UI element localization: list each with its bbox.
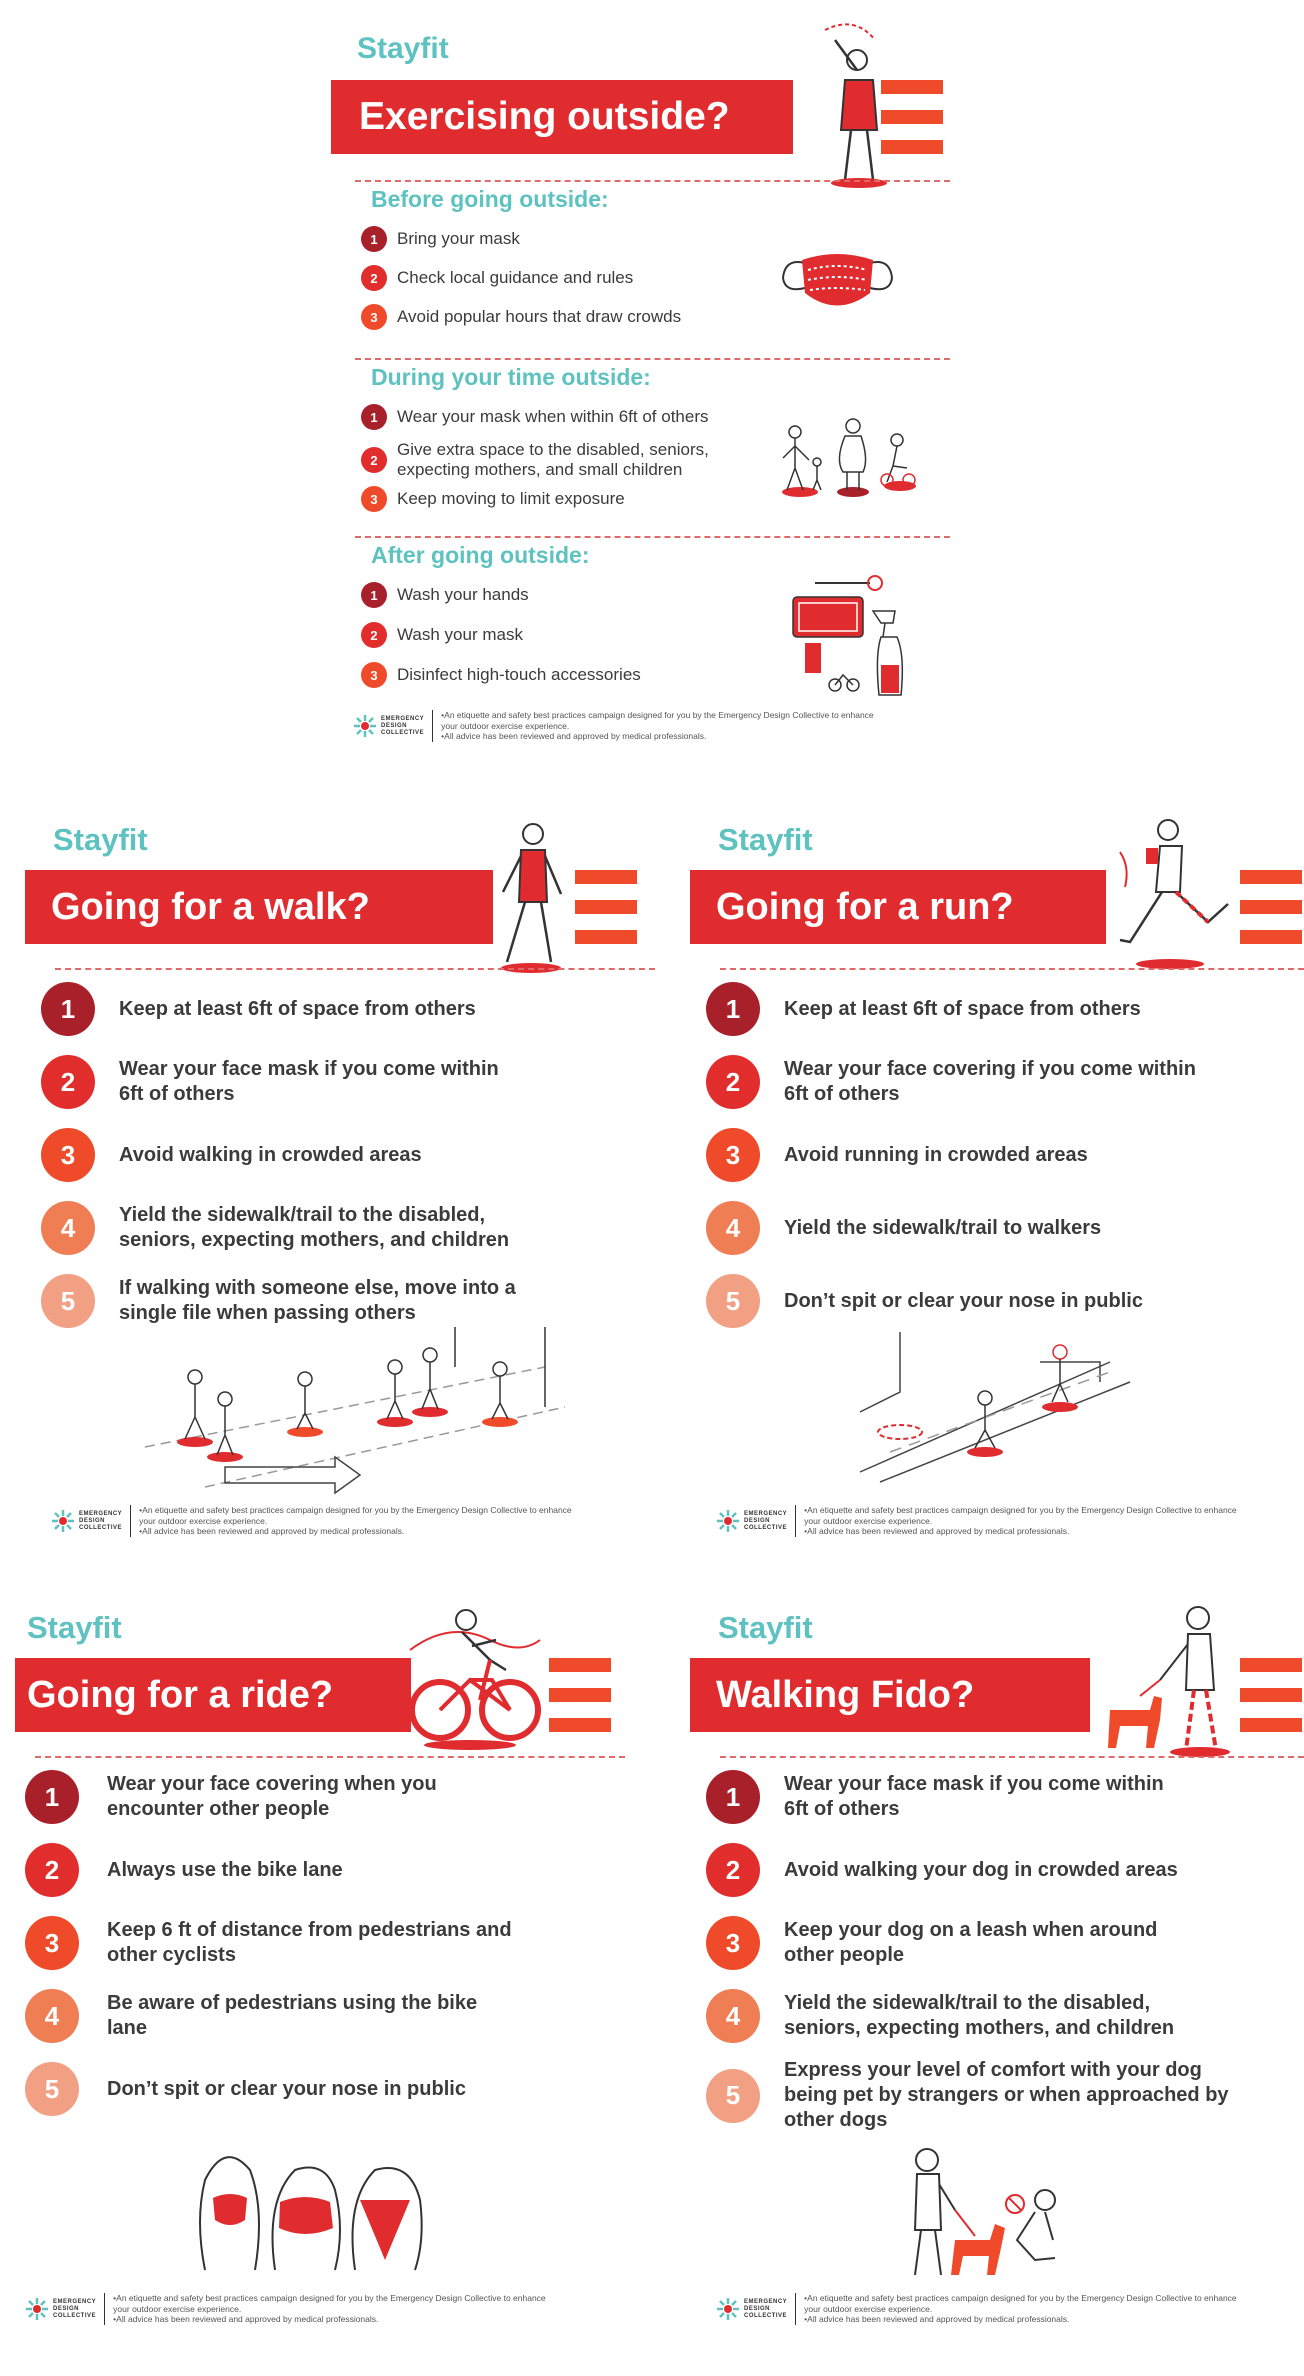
section-title-during: During your time outside: xyxy=(371,364,651,390)
edc-logo-icon xyxy=(716,1509,740,1533)
runner-illustration xyxy=(1110,812,1240,982)
edc-logo-icon xyxy=(353,714,377,738)
section-title-after: After going outside: xyxy=(371,542,590,568)
step-number: 1 xyxy=(25,1770,79,1824)
dog-petting-illustration xyxy=(895,2140,1075,2280)
step-number: 2 xyxy=(25,1843,79,1897)
stretching-woman-illustration xyxy=(795,20,905,190)
list-item xyxy=(706,1916,1204,1970)
item-text: Disinfect high-touch accessories xyxy=(397,665,641,684)
divider xyxy=(720,1756,1304,1758)
face-coverings-illustration xyxy=(195,2140,425,2270)
footer-divider xyxy=(795,2293,796,2325)
poster-title: Exercising outside? xyxy=(331,80,793,154)
footer xyxy=(716,1505,1249,1537)
step-number: 3 xyxy=(706,1128,760,1182)
step-number: 5 xyxy=(706,2069,760,2123)
footer-divider xyxy=(130,1505,131,1537)
item-text: Always use the bike lane xyxy=(107,1858,343,1881)
list-item xyxy=(41,982,579,1036)
item-text: Avoid walking in crowded areas xyxy=(119,1143,422,1166)
edc-logo-text: EMERGENCY DESIGN COLLECTIVE xyxy=(744,2298,788,2319)
list-item xyxy=(706,1274,1244,1328)
list-item xyxy=(25,1843,527,1897)
step-number: 4 xyxy=(706,1989,760,2043)
edc-logo-icon xyxy=(25,2297,49,2321)
item-text: Check local guidance and rules xyxy=(397,268,634,287)
step-number: 5 xyxy=(25,2062,79,2116)
item-text: Wear your face covering when you encounter other people xyxy=(107,1773,437,1820)
footer-divider xyxy=(795,1505,796,1537)
list-item xyxy=(706,1055,1204,1109)
list-item xyxy=(361,622,523,648)
step-number: 2 xyxy=(706,1055,760,1109)
poster-walking-fido xyxy=(680,1600,1304,2335)
footer-divider xyxy=(104,2293,105,2325)
edc-logo-text: EMERGENCY DESIGN COLLECTIVE xyxy=(79,1510,123,1531)
item-text: Bring your mask xyxy=(397,229,520,248)
list-item xyxy=(361,662,641,688)
footer xyxy=(716,2293,1249,2325)
step-number: 2 xyxy=(361,265,387,291)
step-number: 1 xyxy=(361,404,387,430)
step-number: 1 xyxy=(361,582,387,608)
step-number: 3 xyxy=(25,1916,79,1970)
item-text: Don’t spit or clear your nose in public xyxy=(107,2077,466,2100)
list-item xyxy=(361,440,737,480)
step-number: 2 xyxy=(41,1055,95,1109)
edc-logo-text: EMERGENCY DESIGN COLLECTIVE xyxy=(53,2298,97,2319)
list-item xyxy=(25,1916,527,1970)
step-number: 1 xyxy=(706,1770,760,1824)
accessories-illustration xyxy=(785,575,915,705)
step-number: 5 xyxy=(706,1274,760,1328)
list-item xyxy=(361,265,633,291)
list-item xyxy=(361,404,709,430)
list-item xyxy=(706,1989,1224,2043)
walkers-path-illustration xyxy=(145,1327,565,1487)
footer-notes: •An etiquette and safety best practices campaign designed for you by the Emergency Design Collective to enhance your outdoor exercise experience. •All advice has been reviewed and approved by medical professionals. xyxy=(804,2293,1237,2325)
item-text: Keep at least 6ft of space from others xyxy=(119,997,476,1020)
brand-label: Stayfit xyxy=(718,1610,813,1645)
item-text: Don’t spit or clear your nose in public xyxy=(784,1289,1143,1312)
step-number: 1 xyxy=(41,982,95,1036)
step-number: 2 xyxy=(706,1843,760,1897)
poster-walk xyxy=(15,812,655,1547)
list-item xyxy=(25,2062,547,2116)
step-number: 3 xyxy=(706,1916,760,1970)
step-number: 3 xyxy=(41,1128,95,1182)
list-item xyxy=(361,582,529,608)
stripes-decoration xyxy=(1240,870,1302,944)
dog-walker-illustration xyxy=(1090,1600,1240,1760)
divider xyxy=(720,968,1304,970)
divider xyxy=(35,1756,625,1758)
item-text: Wash your mask xyxy=(397,625,523,644)
step-number: 2 xyxy=(361,447,387,473)
list-item xyxy=(41,1055,519,1109)
item-text: Wear your face mask if you come within 6ft of others xyxy=(784,1773,1164,1820)
list-item xyxy=(41,1128,579,1182)
item-text: Avoid running in crowded areas xyxy=(784,1143,1088,1166)
list-item xyxy=(706,1843,1264,1897)
item-text: Wear your face covering if you come within 6ft of others xyxy=(784,1058,1196,1105)
item-text: Be aware of pedestrians using the bike lane xyxy=(107,1992,478,2039)
divider xyxy=(355,536,950,538)
list-item xyxy=(41,1201,559,1255)
item-text: Keep your dog on a leash when around other people xyxy=(784,1919,1158,1966)
footer xyxy=(353,710,881,742)
edc-logo-text: EMERGENCY DESIGN COLLECTIVE xyxy=(381,715,425,736)
poster-title: Going for a walk? xyxy=(25,870,493,944)
item-text: Yield the sidewalk/trail to the disabled, seniors, expecting mothers, and children xyxy=(784,1992,1175,2039)
runner-sidewalk-illustration xyxy=(860,1332,1130,1482)
list-item xyxy=(25,1989,507,2043)
divider xyxy=(355,358,950,360)
step-number: 1 xyxy=(361,226,387,252)
poster-title: Going for a ride? xyxy=(15,1658,411,1732)
brand-label: Stayfit xyxy=(27,1610,122,1645)
poster-run xyxy=(680,812,1304,1547)
list-item xyxy=(706,1770,1184,1824)
item-text: Wear your mask when within 6ft of others xyxy=(397,407,709,426)
face-mask-illustration xyxy=(780,248,895,318)
step-number: 3 xyxy=(361,304,387,330)
edc-logo-icon xyxy=(51,1509,75,1533)
poster-title: Walking Fido? xyxy=(690,1658,1090,1732)
edc-logo-text: EMERGENCY DESIGN COLLECTIVE xyxy=(744,1510,788,1531)
divider xyxy=(55,968,655,970)
section-title-before: Before going outside: xyxy=(371,186,609,212)
item-text: Express your level of comfort with your dog being pet by strangers or when approached by other dogs xyxy=(784,2059,1229,2131)
brand-label: Stayfit xyxy=(53,822,148,857)
footer xyxy=(51,1505,584,1537)
item-text: Avoid popular hours that draw crowds xyxy=(397,307,682,326)
stripes-decoration xyxy=(549,1658,611,1732)
item-text: If walking with someone else, move into a single file when passing others xyxy=(119,1277,516,1324)
people-group-illustration xyxy=(775,410,935,500)
stripes-decoration xyxy=(1240,1658,1302,1732)
item-text: Avoid walking your dog in crowded areas xyxy=(784,1858,1178,1881)
list-item xyxy=(361,226,520,252)
footer-notes: •An etiquette and safety best practices campaign designed for you by the Emergency Design Collective to enhance your outdoor exercise experience. •All advice has been reviewed and approved by medical professionals. xyxy=(804,1505,1237,1537)
footer-notes: •An etiquette and safety best practices campaign designed for you by the Emergency Design Collective to enhance your outdoor exercise experience. •All advice has been reviewed and approved by medical professionals. xyxy=(139,1505,572,1537)
footer xyxy=(25,2293,558,2325)
step-number: 3 xyxy=(361,662,387,688)
poster-ride xyxy=(15,1600,645,2335)
item-text: Yield the sidewalk/trail to walkers xyxy=(784,1216,1102,1239)
step-number: 1 xyxy=(706,982,760,1036)
list-item xyxy=(706,982,1244,1036)
poster-title: Going for a run? xyxy=(690,870,1106,944)
list-item xyxy=(706,2058,1254,2133)
step-number: 3 xyxy=(361,486,387,512)
item-text: Keep at least 6ft of space from others xyxy=(784,997,1141,1020)
footer-notes: •An etiquette and safety best practices campaign designed for you by the Emergency Design Collective to enhance your outdoor exercise experience. •All advice has been reviewed and approved by medical professionals. xyxy=(113,2293,546,2325)
brand-label: Stayfit xyxy=(357,32,449,65)
step-number: 2 xyxy=(361,622,387,648)
item-text: Yield the sidewalk/trail to the disabled, seniors, expecting mothers, and children xyxy=(119,1204,510,1251)
cyclist-illustration xyxy=(410,1600,550,1760)
list-item xyxy=(706,1128,1244,1182)
list-item xyxy=(41,1274,559,1328)
step-number: 5 xyxy=(41,1274,95,1328)
item-text: Wear your face mask if you come within 6ft of others xyxy=(119,1058,499,1105)
list-item xyxy=(361,304,681,330)
step-number: 4 xyxy=(25,1989,79,2043)
step-number: 4 xyxy=(706,1201,760,1255)
footer-notes: •An etiquette and safety best practices campaign designed for you by the Emergency Design Collective to enhance your outdoor exercise experience. •All advice has been reviewed and approved by medical professionals. xyxy=(441,710,874,742)
step-number: 4 xyxy=(41,1201,95,1255)
item-text: Wash your hands xyxy=(397,585,529,604)
item-text: Give extra space to the disabled, seniors, expecting mothers, and small children xyxy=(397,440,709,479)
item-text: Keep 6 ft of distance from pedestrians and other cyclists xyxy=(107,1919,512,1966)
item-text: Keep moving to limit exposure xyxy=(397,489,625,508)
footer-divider xyxy=(432,710,433,742)
list-item xyxy=(361,486,625,512)
list-item xyxy=(25,1770,507,1824)
edc-logo-icon xyxy=(716,2297,740,2321)
list-item xyxy=(706,1201,1244,1255)
poster-exercising-outside xyxy=(325,20,950,755)
brand-label: Stayfit xyxy=(718,822,813,857)
walking-woman-illustration xyxy=(485,812,575,982)
divider xyxy=(355,180,950,182)
stripes-decoration xyxy=(575,870,637,944)
